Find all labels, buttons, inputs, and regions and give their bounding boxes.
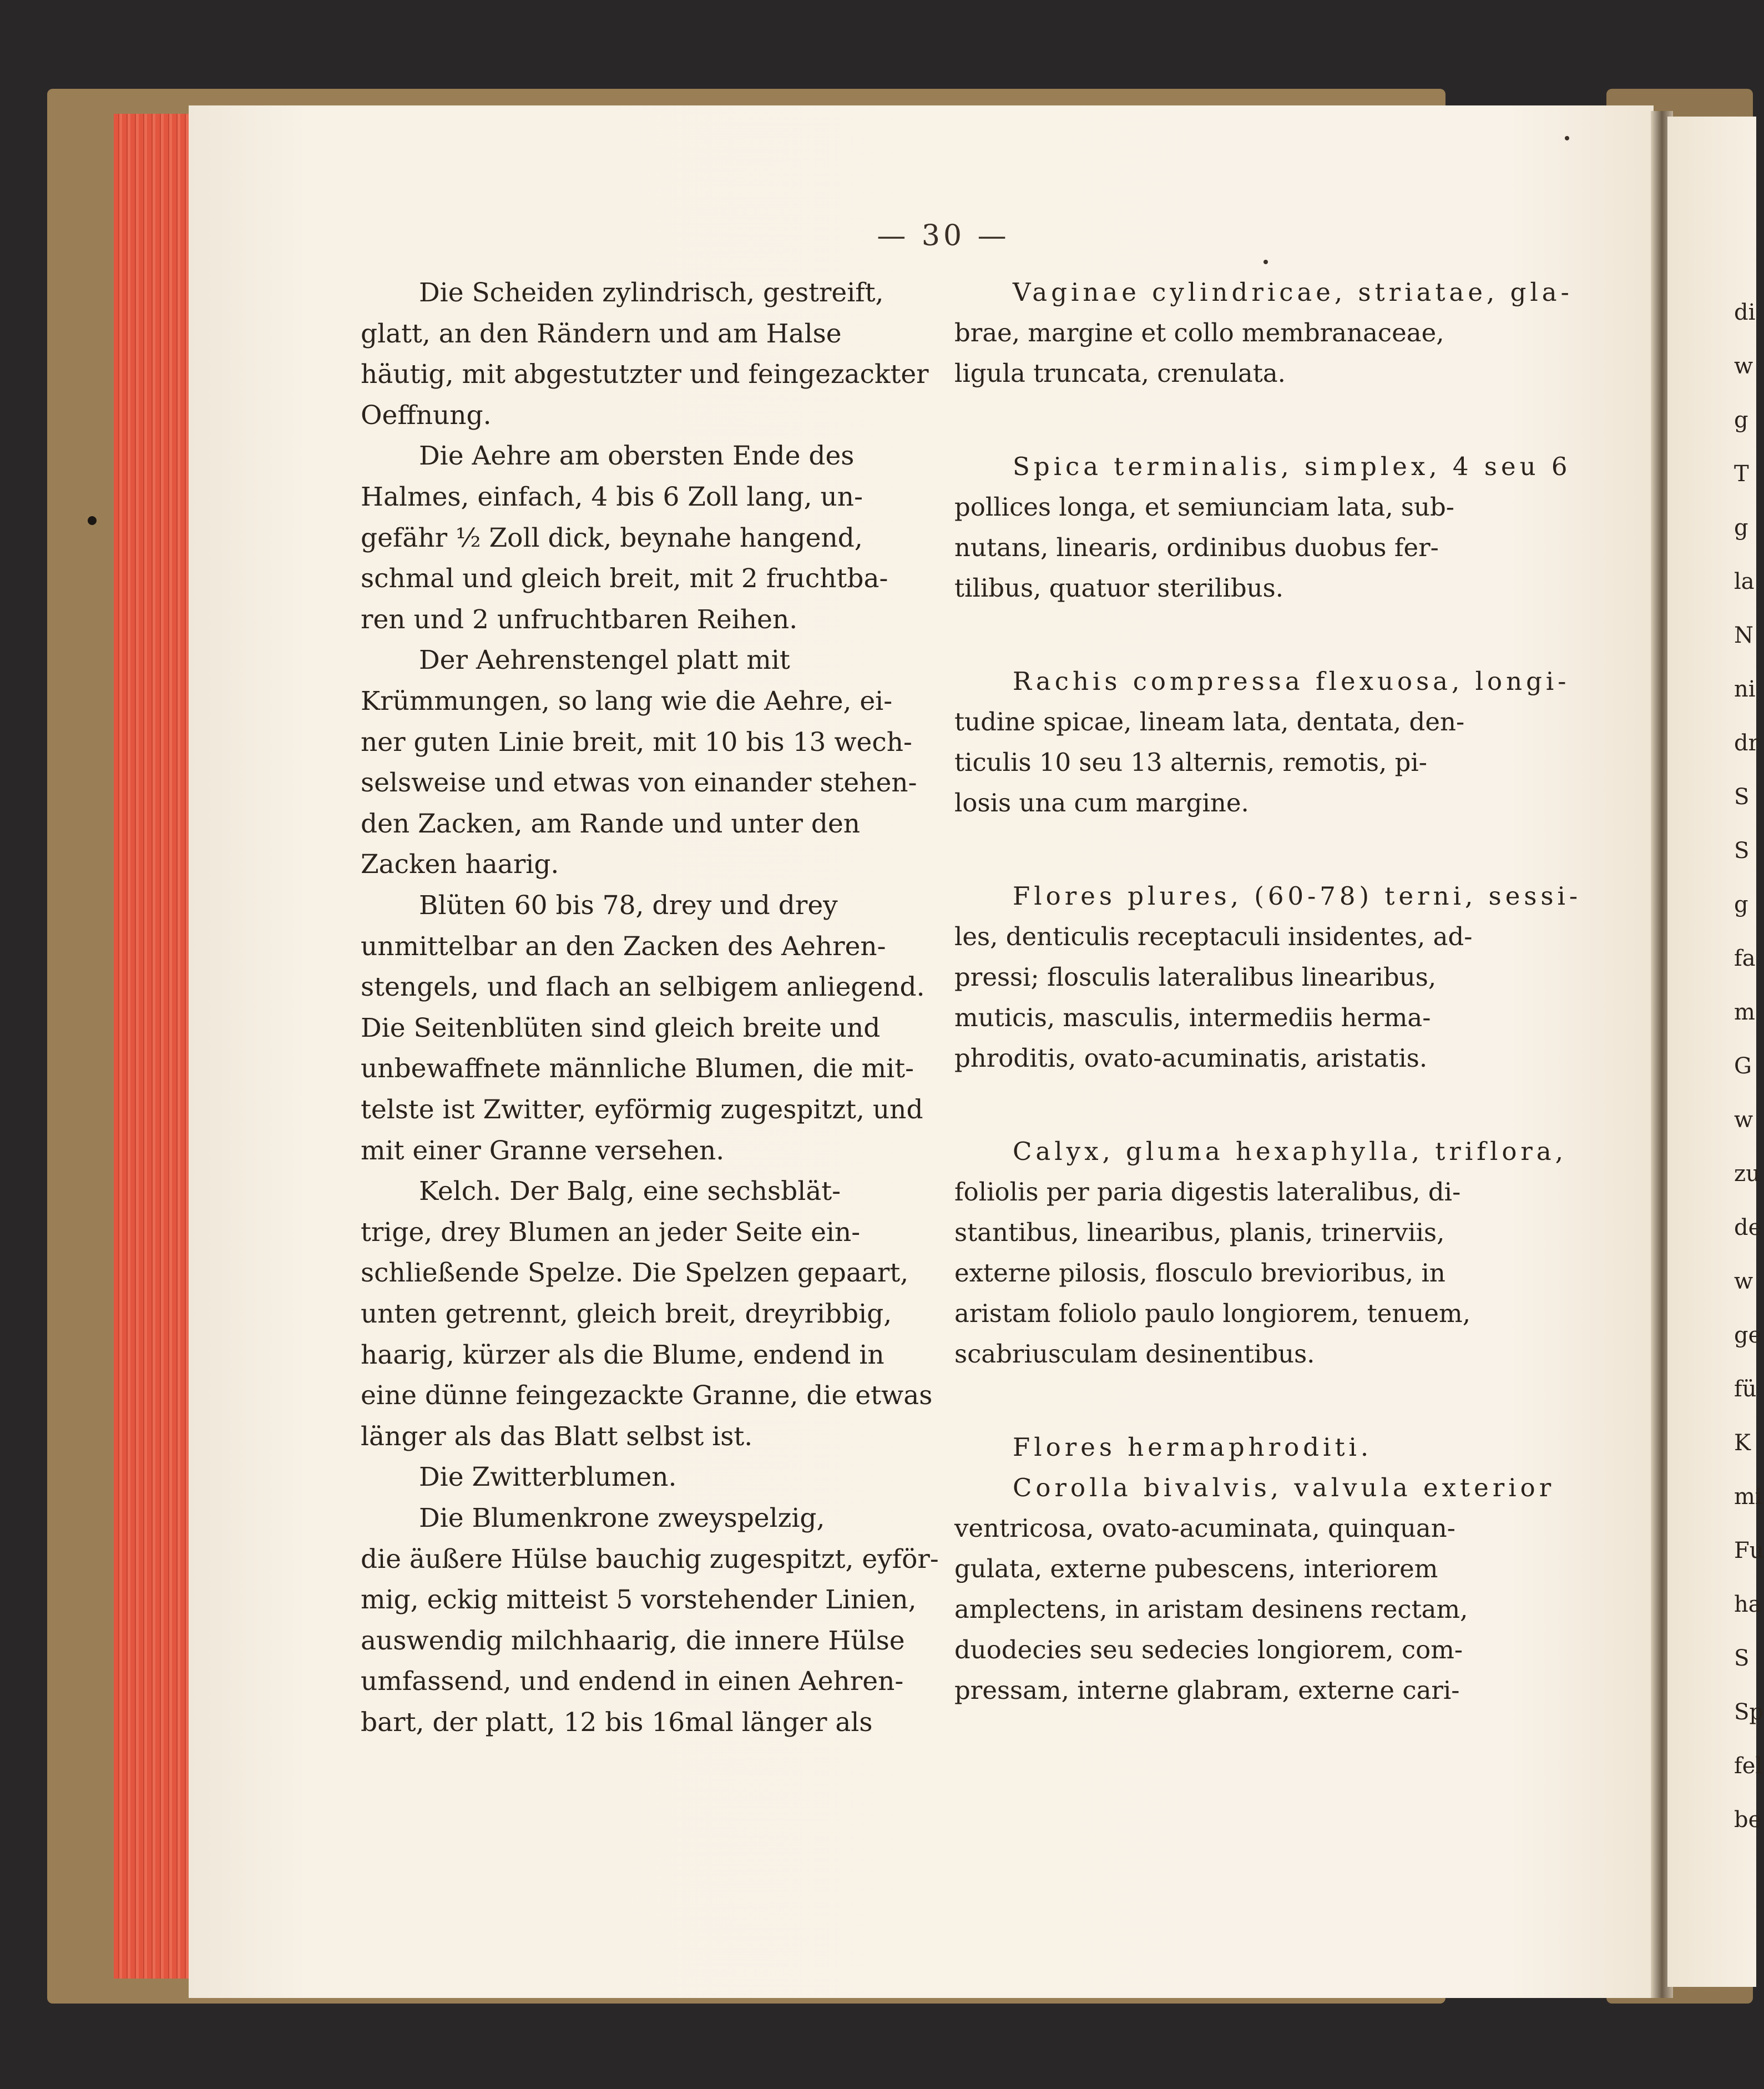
latin-text-line: losis una cum margine.: [954, 788, 1249, 818]
german-text-line: glatt, an den Rändern und am Halse: [361, 318, 842, 349]
german-text-line: Der Aehrenstengel platt mit: [419, 645, 790, 676]
german-text-line: den Zacken, am Rande und unter den: [361, 808, 861, 839]
ink-speck: [1263, 260, 1268, 264]
latin-text-line: pressi; flosculis lateralibus linearibus,: [954, 962, 1437, 992]
latin-text-line: Spica terminalis, simplex, 4 seu 6: [1013, 452, 1571, 481]
german-text-line: Die Zwitterblumen.: [419, 1462, 677, 1493]
margin-letter: S: [1734, 1646, 1750, 1671]
latin-text-line: Vaginae cylindricae, striatae, gla-: [1013, 277, 1573, 307]
german-text-line: ren und 2 unfruchtbaren Reihen.: [361, 604, 798, 635]
german-text-line: eine dünne feingezackte Granne, die etwas: [361, 1380, 933, 1411]
german-text-line: selsweise und etwas von einander stehen-: [361, 768, 917, 799]
margin-letter: ge: [1734, 1323, 1762, 1348]
latin-text-line: Calyx, gluma hexaphylla, triflora,: [1013, 1137, 1568, 1166]
german-text-line: umfassend, und endend in einen Aehren-: [361, 1666, 904, 1697]
latin-text-line: gulata, externe pubescens, interiorem: [954, 1554, 1438, 1583]
margin-letter: g: [1734, 515, 1748, 541]
margin-letter: fü: [1734, 1376, 1757, 1402]
margin-letter: di: [1734, 300, 1756, 325]
margin-letter: w: [1734, 354, 1753, 379]
german-text-line: gefähr ½ Zoll dick, beynahe hangend,: [361, 522, 863, 553]
margin-letter: g: [1734, 407, 1748, 433]
german-text-line: bart, der platt, 12 bis 16mal länger als: [361, 1707, 873, 1738]
latin-text-line: Flores plures, (60-78) terni, sessi-: [1013, 881, 1582, 911]
german-text-line: Die Scheiden zylindrisch, gestreift,: [419, 277, 884, 308]
latin-text-line: les, denticulis receptaculi insidentes, ad-: [954, 922, 1473, 951]
latin-text-line: scabriusculam desinentibus.: [954, 1339, 1315, 1369]
latin-text-line: stantibus, linearibus, planis, trinerviis,: [954, 1218, 1445, 1247]
margin-letter: Fu: [1734, 1538, 1764, 1563]
ink-speck: [1565, 136, 1569, 140]
page-number: — 30 —: [877, 219, 1010, 253]
latin-text-line: aristam foliolo paulo longiorem, tenuem,: [954, 1299, 1470, 1328]
german-text-line: Oeffnung.: [361, 400, 492, 431]
latin-text-line: foliolis per paria digestis lateralibus, di-: [954, 1177, 1461, 1207]
latin-text-line: pressam, interne glabram, externe cari-: [954, 1676, 1460, 1705]
margin-letter: mi: [1734, 1484, 1762, 1510]
german-text-line: ner guten Linie breit, mit 10 bis 13 wech-: [361, 726, 912, 758]
german-text-line: Halmes, einfach, 4 bis 6 Zoll lang, un-: [361, 482, 863, 512]
margin-letter: g: [1734, 892, 1748, 917]
margin-letter: T: [1734, 461, 1749, 487]
german-text-line: mig, eckig mitteist 5 vorstehender Linien,: [361, 1585, 917, 1616]
german-text-line: länger als das Blatt selbst ist.: [361, 1421, 753, 1452]
margin-letter: Sp: [1734, 1699, 1764, 1725]
german-text-line: Zacken haarig.: [361, 849, 559, 880]
german-text-line: schmal und gleich breit, mit 2 fruchtba-: [361, 563, 888, 594]
margin-letter: ni: [1734, 677, 1756, 702]
margin-letter: G: [1734, 1053, 1752, 1079]
latin-text-line: tilibus, quatuor sterilibus.: [954, 573, 1284, 603]
latin-text-line: amplectens, in aristam desinens rectam,: [954, 1594, 1468, 1624]
german-text-line: unten getrennt, gleich breit, dreyribbig,: [361, 1299, 892, 1329]
margin-letter: be: [1734, 1807, 1762, 1833]
german-text-line: telste ist Zwitter, eyförmig zugespitzt, und: [361, 1094, 923, 1125]
german-text-line: häutig, mit abgestutzter und feingezackter: [361, 359, 929, 390]
margin-letter: ha: [1734, 1592, 1762, 1617]
latin-text-line: Rachis compressa flexuosa, longi-: [1013, 667, 1570, 696]
margin-letter: dr: [1734, 730, 1759, 756]
german-text-line: mit einer Granne versehen.: [361, 1135, 725, 1166]
german-text-line: Die Aehre am obersten Ende des: [419, 441, 855, 472]
margin-letter: zu: [1734, 1161, 1760, 1187]
margin-letter: fa: [1734, 946, 1756, 971]
latin-text-line: Corolla bivalvis, valvula exterior: [1013, 1473, 1555, 1502]
latin-text-line: externe pilosis, flosculo brevioribus, in: [954, 1258, 1445, 1288]
margin-letter: N: [1734, 623, 1753, 648]
latin-text-line: brae, margine et collo membranaceae,: [954, 318, 1444, 347]
german-text-line: auswendig milchhaarig, die innere Hülse: [361, 1625, 905, 1656]
german-text-line: haarig, kürzer als die Blume, endend in: [361, 1339, 884, 1370]
latin-text-line: nutans, linearis, ordinibus duobus fer-: [954, 533, 1439, 562]
margin-letter: S: [1734, 838, 1750, 864]
margin-letter: K: [1734, 1430, 1751, 1456]
german-text-line: unmittelbar an den Zacken des Aehren-: [361, 931, 886, 962]
latin-text-line: tudine spicae, lineam lata, dentata, den-: [954, 707, 1465, 736]
margin-letter: m: [1734, 1000, 1755, 1025]
margin-letter: fel: [1734, 1753, 1763, 1779]
binding-hole: [88, 516, 97, 525]
margin-letter: w: [1734, 1269, 1753, 1294]
page-edges-red: [114, 114, 200, 1979]
german-text-line: Krümmungen, so lang wie die Aehre, ei-: [361, 686, 893, 716]
german-text-line: Die Blumenkrone zweyspelzig,: [419, 1503, 825, 1533]
margin-letter: la: [1734, 569, 1755, 594]
german-text-line: Kelch. Der Balg, eine sechsblät-: [419, 1176, 841, 1207]
german-text-line: schließende Spelze. Die Spelzen gepaart,: [361, 1258, 909, 1289]
latin-text-line: ventricosa, ovato-acuminata, quinquan-: [954, 1513, 1455, 1543]
latin-text-line: ticulis 10 seu 13 alternis, remotis, pi-: [954, 748, 1427, 777]
margin-letter: S: [1734, 784, 1750, 810]
latin-text-line: Flores hermaphroditi.: [1013, 1432, 1373, 1462]
latin-text-line: pollices longa, et semiunciam lata, sub-: [954, 492, 1455, 522]
german-text-line: unbewaffnete männliche Blumen, die mit-: [361, 1053, 914, 1084]
latin-text-line: muticis, masculis, intermediis herma-: [954, 1003, 1431, 1032]
latin-text-line: ligula truncata, crenulata.: [954, 359, 1286, 388]
german-text-line: trige, drey Blumen an jeder Seite ein-: [361, 1217, 861, 1248]
german-text-line: stengels, und flach an selbigem anliegend.: [361, 972, 925, 1003]
german-text-line: Blüten 60 bis 78, drey und drey: [419, 890, 838, 921]
margin-letter: w: [1734, 1107, 1753, 1133]
latin-text-line: phroditis, ovato-acuminatis, aristatis.: [954, 1043, 1428, 1073]
german-text-line: die äußere Hülse bauchig zugespitzt, eyför-: [361, 1543, 939, 1575]
german-text-line: Die Seitenblüten sind gleich breite und: [361, 1012, 881, 1043]
latin-text-line: duodecies seu sedecies longiorem, com-: [954, 1635, 1463, 1664]
margin-letter: de: [1734, 1215, 1762, 1240]
